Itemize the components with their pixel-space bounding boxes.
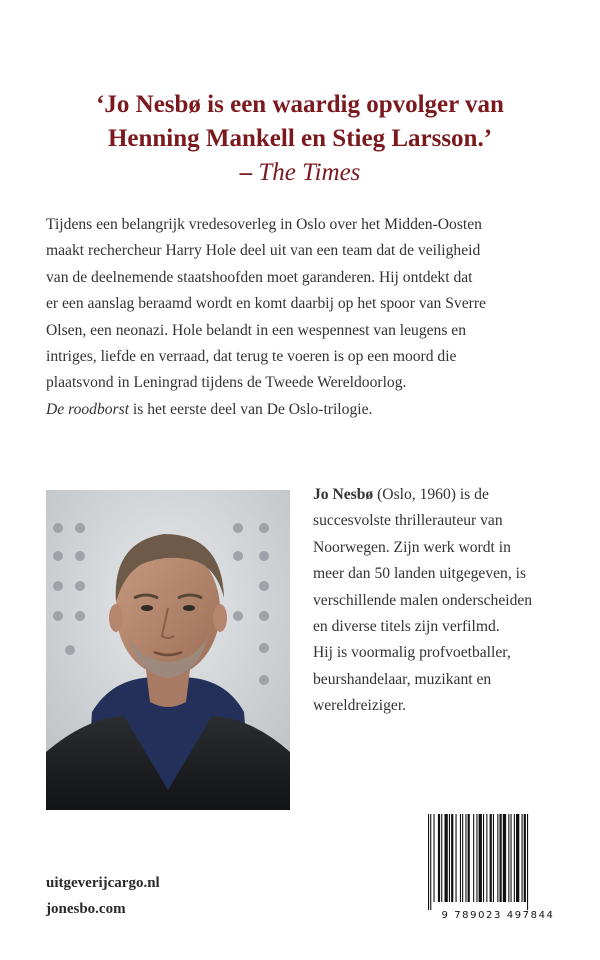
blurb-line: er een aanslag beraamd wordt en komt daarbij op het spoor van Sverre <box>46 295 486 313</box>
barcode-bar <box>527 814 528 910</box>
publisher-link[interactable]: uitgeverijcargo.nl <box>46 875 160 891</box>
author-website-link[interactable]: jonesbo.com <box>46 901 126 917</box>
barcode-bar <box>500 814 502 902</box>
barcode-bar <box>508 814 509 902</box>
barcode-bar <box>497 814 498 902</box>
quote-line-2: Henning Mankell en Stieg Larsson.’ <box>107 125 493 152</box>
barcode-bar <box>434 814 435 902</box>
bio-line: Hij is voormalig profvoetballer, <box>313 644 511 662</box>
bio-line: wereldreiziger. <box>313 697 407 715</box>
barcode-bar <box>479 814 482 902</box>
quote-dash: – <box>239 159 253 186</box>
barcode-bar <box>430 814 431 910</box>
barcode-bar <box>441 814 442 902</box>
barcode-bar <box>445 814 448 902</box>
barcode-bar <box>438 814 440 902</box>
isbn-barcode <box>424 814 572 932</box>
barcode-bar <box>522 814 523 902</box>
bio-line: verschillende malen onderscheiden <box>313 591 533 609</box>
author-name: Jo Nesbø <box>313 486 374 503</box>
blurb-last-text: is het eerste deel van De Oslo-trilogie. <box>129 400 373 418</box>
bio-first-rest: (Oslo, 1960) is de <box>373 486 489 503</box>
bio-line: beurshandelaar, muzikant en <box>313 670 492 688</box>
website-links <box>46 870 160 922</box>
barcode-bar <box>486 814 487 902</box>
barcode-bar <box>483 814 484 902</box>
bio-line: succesvolste thrillerauteur van <box>313 512 503 530</box>
barcode-bar <box>456 814 457 902</box>
barcode-bar <box>473 814 474 902</box>
review-quote <box>40 88 560 190</box>
author-bio <box>313 482 583 720</box>
barcode-bar <box>524 814 526 902</box>
barcode-bar <box>490 814 492 902</box>
blurb-line: intriges, liefde en verraad, dat terug te voeren is op een moord die <box>46 348 457 366</box>
barcode-bar <box>503 814 506 902</box>
barcode-bar <box>493 814 494 902</box>
book-title: De roodborst <box>46 400 130 418</box>
bio-line: en diverse titels zijn verfilmd. <box>313 618 500 636</box>
blurb-line: Tijdens een belangrijk vredesoverleg in Oslo over het Midden-Oosten <box>46 216 482 233</box>
quote-source <box>40 156 560 190</box>
author-portrait-illustration <box>46 490 290 810</box>
barcode-bar <box>451 814 453 902</box>
barcode-bar <box>465 814 466 902</box>
blurb-line: van de deelnemende staatshoofden moet garanderen. Hij ontdekt dat <box>46 268 473 286</box>
barcode-bar <box>516 814 519 902</box>
barcode-bar <box>468 814 470 902</box>
barcode-bar <box>511 814 512 902</box>
book-blurb <box>46 212 564 423</box>
barcode-bar <box>460 814 461 902</box>
isbn-digits: 9 789023 497844 <box>441 910 555 921</box>
quote-source-name: The Times <box>258 159 361 186</box>
barcode-bar <box>476 814 477 902</box>
barcode-bar <box>449 814 450 902</box>
barcode-bar <box>462 814 463 902</box>
bio-line: Noorwegen. Zijn werk wordt in <box>313 538 511 556</box>
bio-first-line <box>313 482 583 508</box>
blurb-line: maakt rechercheur Harry Hole deel uit van een team dat de veiligheid <box>46 242 481 260</box>
author-photo <box>46 490 290 810</box>
blurb-line: Olsen, een neonazi. Hole belandt in een wespennest van leugens en <box>46 321 467 339</box>
barcode-bar <box>428 814 429 910</box>
blurb-last-line <box>46 397 564 423</box>
barcode-bar <box>514 814 515 902</box>
blurb-line: plaatsvond in Leningrad tijdens de Tweede Wereldoorlog. <box>46 374 407 392</box>
quote-line-1: ‘Jo Nesbø is een waardig opvolger van <box>96 91 504 118</box>
barcode-bars <box>424 814 572 910</box>
bio-line: meer dan 50 landen uitgegeven, is <box>313 565 527 583</box>
